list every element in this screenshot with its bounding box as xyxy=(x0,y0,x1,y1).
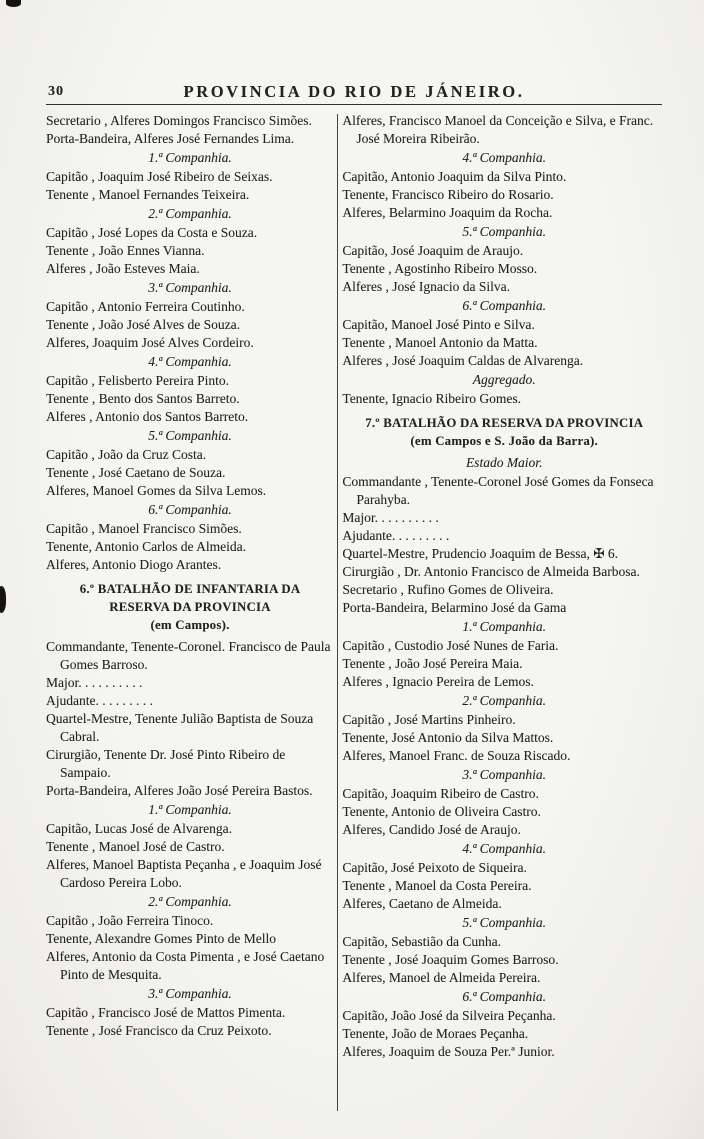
officer-entry: Major. . . . . . . . . . xyxy=(46,675,143,690)
header-rule xyxy=(46,104,662,105)
officer-entry: Alferes , José Ignacio da Silva. xyxy=(342,279,510,294)
officer-entry: Tenente , Agostinho Ribeiro Mosso. xyxy=(342,261,538,276)
officer-entry: Alferes, Joaquim José Alves Cordeiro. xyxy=(46,335,254,350)
battalion-heading-line: 7.º BATALHÃO DA RESERVA DA PROVINCIA xyxy=(365,416,644,430)
running-title: PROVINCIA DO RIO DE JÁNEIRO. xyxy=(183,82,525,101)
battalion-heading-line: (em Campos e S. João da Barra). xyxy=(410,434,598,448)
officer-entry: Alferes, Antonio da Costa Pimenta , e José Caetano Pinto de Mesquita. xyxy=(46,949,325,982)
officer-entry: Commandante , Tenente-Coronel José Gomes da Fonseca Parahyba. xyxy=(342,474,654,507)
company-heading: 6.ª Companhia. xyxy=(462,989,546,1004)
company-heading: 3.ª Companhia. xyxy=(148,280,232,295)
officer-entry: Secretario , Rufino Gomes de Oliveira. xyxy=(342,582,554,597)
officer-entry: Capitão , Manoel Francisco Simões. xyxy=(46,521,242,536)
officer-entry: Secretario , Alferes Domingos Francisco Simões. xyxy=(46,113,312,128)
company-heading: 5.ª Companhia. xyxy=(148,428,232,443)
officer-entry: Tenente , Bento dos Santos Barreto. xyxy=(46,391,240,406)
officer-entry: Capitão, Lucas José de Alvarenga. xyxy=(46,821,232,836)
officer-entry: Alferes , Ignacio Pereira de Lemos. xyxy=(342,674,534,689)
officer-entry: Alferes, Francisco Manoel da Conceição e Silva, e Franc. José Moreira Ribeirão. xyxy=(342,113,654,146)
officer-entry: Capitão, Sebastião da Cunha. xyxy=(342,934,501,949)
officer-entry: Capitão, José Peixoto de Siqueira. xyxy=(342,860,527,875)
officer-entry: Capitão , Francisco José de Mattos Pimenta. xyxy=(46,1005,286,1020)
officer-entry: Alferes, Joaquim de Souza Per.ª Junior. xyxy=(342,1044,555,1059)
officer-entry: Alferes, Manoel de Almeida Pereira. xyxy=(342,970,541,985)
company-heading: 1.ª Companhia. xyxy=(462,619,546,634)
officer-entry: Alferes , José Joaquim Caldas de Alvarenga. xyxy=(342,353,584,368)
officer-entry: Ajudante. . . . . . . . . xyxy=(46,693,153,708)
left-column xyxy=(46,112,334,1115)
officer-entry: Capitão , José Martins Pinheiro. xyxy=(342,712,516,727)
officer-entry: Tenente, Antonio Carlos de Almeida. xyxy=(46,539,247,554)
officer-entry: Porta-Bandeira, Alferes José Fernandes Lima. xyxy=(46,131,295,146)
company-heading: 6.ª Companhia. xyxy=(462,298,546,313)
officer-entry: Alferes, Belarmino Joaquim da Rocha. xyxy=(342,205,553,220)
officer-entry: Tenente, João de Moraes Peçanha. xyxy=(342,1026,529,1041)
officer-entry: Quartel-Mestre, Tenente Julião Baptista de Souza Cabral. xyxy=(46,711,314,744)
officer-entry: Tenente , Manoel da Costa Pereira. xyxy=(342,878,532,893)
company-heading: 4.ª Companhia. xyxy=(462,150,546,165)
officer-entry: Tenente , João Ennes Vianna. xyxy=(46,243,205,258)
officer-entry: Tenente, José Antonio da Silva Mattos. xyxy=(342,730,554,745)
officer-entry: Tenente , José Francisco da Cruz Peixoto. xyxy=(46,1023,272,1038)
company-heading: 4.ª Companhia. xyxy=(462,841,546,856)
officer-entry: Tenente , Manoel Fernandes Teixeira. xyxy=(46,187,250,202)
officer-entry: Alferes, Manoel Baptista Peçanha , e Joaquim José Cardoso Pereira Lobo. xyxy=(46,857,322,890)
page-number: 30 xyxy=(48,84,64,99)
battalion-heading xyxy=(46,580,334,634)
officer-entry: Capitão , Felisberto Pereira Pinto. xyxy=(46,373,229,388)
officer-entry: Alferes, Candido José de Araujo. xyxy=(342,822,521,837)
officer-entry: Alferes, Manoel Franc. de Souza Riscado. xyxy=(342,748,571,763)
company-heading: 5.ª Companhia. xyxy=(462,915,546,930)
officer-entry: Capitão , Antonio Ferreira Coutinho. xyxy=(46,299,245,314)
officer-entry: Tenente, Antonio de Oliveira Castro. xyxy=(342,804,541,819)
officer-entry: Alferes, Antonio Diogo Arantes. xyxy=(46,557,222,572)
officer-entry: Capitão , João Ferreira Tinoco. xyxy=(46,913,214,928)
officer-entry: Porta-Bandeira, Alferes João José Pereira Bastos. xyxy=(46,783,313,798)
battalion-heading-line: RESERVA DA PROVINCIA xyxy=(109,600,271,614)
ink-smudge xyxy=(0,586,6,613)
battalion-heading-line: 6.º BATALHÃO DE INFANTARIA DA xyxy=(79,582,301,596)
battalion-heading-line: (em Campos). xyxy=(150,618,230,632)
officer-entry: Alferes , Antonio dos Santos Barreto. xyxy=(46,409,249,424)
two-column-text-block xyxy=(46,112,666,1115)
battalion-heading xyxy=(342,414,666,450)
company-heading: 1.ª Companhia. xyxy=(148,802,232,817)
officer-entry: Capitão, Antonio Joaquim da Silva Pinto. xyxy=(342,169,567,184)
officer-entry: Commandante, Tenente-Coronel. Francisco de Paula Gomes Barroso. xyxy=(46,639,331,672)
officer-entry: Tenente, Francisco Ribeiro do Rosario. xyxy=(342,187,554,202)
company-heading: 2.ª Companhia. xyxy=(462,693,546,708)
officer-entry: Porta-Bandeira, Belarmino José da Gama xyxy=(342,600,567,615)
officer-entry: Tenente , José Caetano de Souza. xyxy=(46,465,226,480)
officer-entry: Capitão, João José da Silveira Peçanha. xyxy=(342,1008,556,1023)
section-heading: Aggregado. xyxy=(472,372,536,387)
company-heading: 2.ª Companhia. xyxy=(148,894,232,909)
officer-entry: Tenente, Ignacio Ribeiro Gomes. xyxy=(342,391,522,406)
officer-entry: Capitão, José Joaquim de Araujo. xyxy=(342,243,524,258)
officer-entry: Tenente , José Joaquim Gomes Barroso. xyxy=(342,952,559,967)
officer-entry: Ajudante. . . . . . . . . xyxy=(342,528,450,543)
company-heading: 1.ª Companhia. xyxy=(148,150,232,165)
officer-entry: Capitão , João da Cruz Costa. xyxy=(46,447,207,462)
officer-entry: Capitão, Joaquim Ribeiro de Castro. xyxy=(342,786,539,801)
officer-entry: Cirurgião , Dr. Antonio Francisco de Almeida Barbosa. xyxy=(342,564,640,579)
officer-entry: Capitão , Joaquim José Ribeiro de Seixas. xyxy=(46,169,273,184)
officer-entry: Capitão , Custodio José Nunes de Faria. xyxy=(342,638,559,653)
officer-entry: Tenente , João José Alves de Souza. xyxy=(46,317,241,332)
officer-entry: Alferes, Caetano de Almeida. xyxy=(342,896,502,911)
officer-entry: Major. . . . . . . . . . xyxy=(342,510,439,525)
section-heading: Estado Maior. xyxy=(465,455,543,470)
company-heading: 2.ª Companhia. xyxy=(148,206,232,221)
company-heading: 5.ª Companhia. xyxy=(462,224,546,239)
company-heading: 4.ª Companhia. xyxy=(148,354,232,369)
ink-smudge xyxy=(6,0,21,7)
company-heading: 6.ª Companhia. xyxy=(148,502,232,517)
officer-entry: Cirurgião, Tenente Dr. José Pinto Ribeiro de Sampaio. xyxy=(46,747,286,780)
column-divider xyxy=(337,114,338,1111)
officer-entry: Tenente , Manoel José de Castro. xyxy=(46,839,225,854)
officer-entry: Capitão, Manoel José Pinto e Silva. xyxy=(342,317,535,332)
officer-entry: Quartel-Mestre, Prudencio Joaquim de Bessa, ✠ 6. xyxy=(342,546,619,561)
officer-entry: Capitão , José Lopes da Costa e Souza. xyxy=(46,225,258,240)
officer-entry: Alferes, Manoel Gomes da Silva Lemos. xyxy=(46,483,267,498)
officer-entry: Alferes , João Esteves Maia. xyxy=(46,261,200,276)
company-heading: 3.ª Companhia. xyxy=(462,767,546,782)
officer-entry: Tenente, Alexandre Gomes Pinto de Mello xyxy=(46,931,277,946)
page-header xyxy=(46,82,662,102)
right-column xyxy=(342,112,666,1115)
company-heading: 3.ª Companhia. xyxy=(148,986,232,1001)
officer-entry: Tenente , João José Pereira Maia. xyxy=(342,656,523,671)
officer-entry: Tenente , Manoel Antonio da Matta. xyxy=(342,335,538,350)
